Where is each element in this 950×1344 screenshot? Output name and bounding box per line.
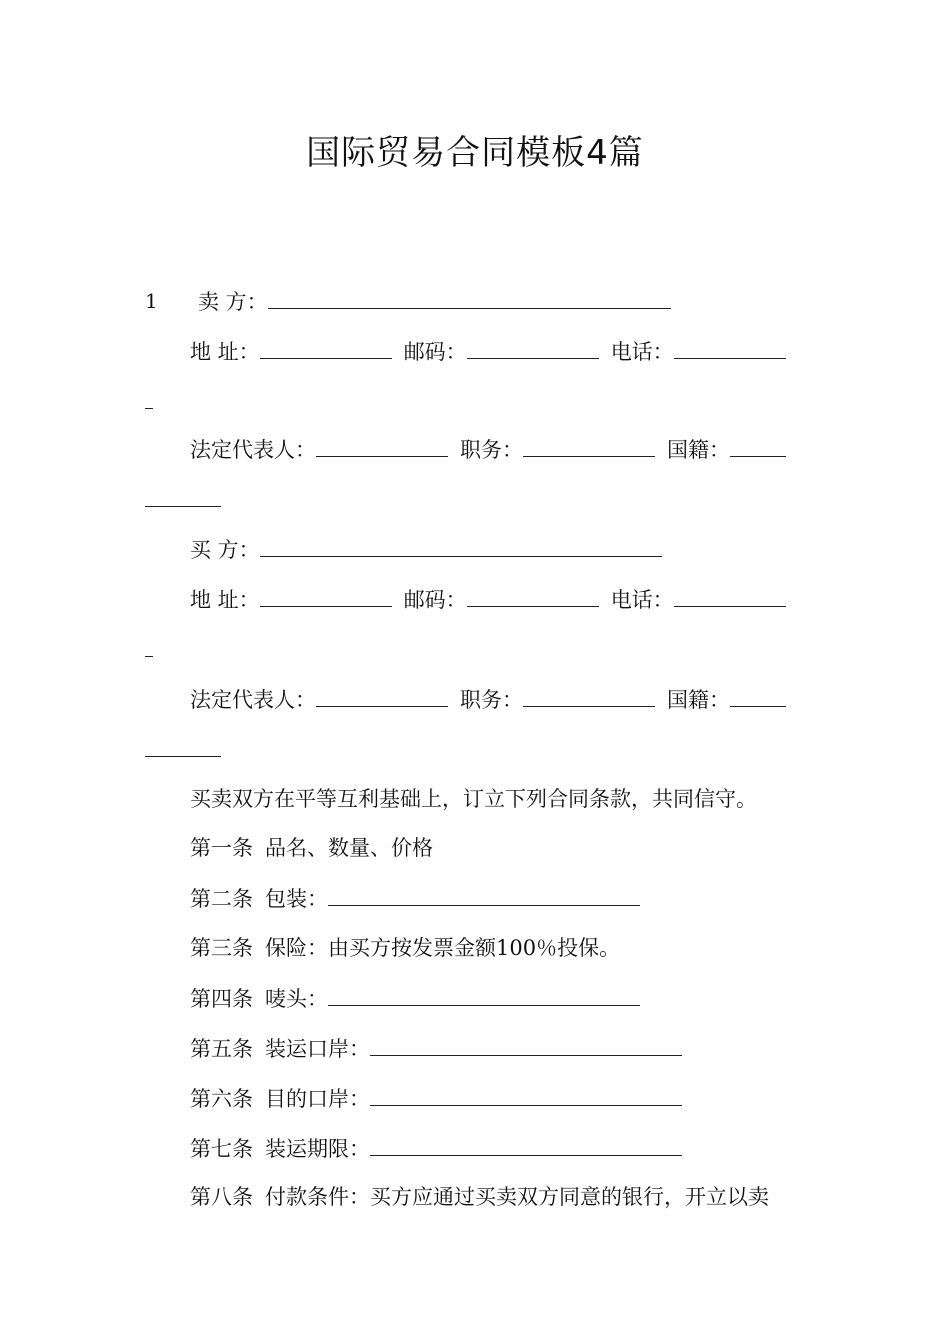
seller-phone-blank[interactable]	[674, 336, 786, 359]
buyer-nationality-blank[interactable]	[730, 684, 786, 707]
seller-position-blank[interactable]	[523, 434, 655, 457]
seller-address-line	[190, 336, 786, 367]
clause-head: 第七条	[190, 1137, 253, 1161]
buyer-position-blank[interactable]	[523, 684, 655, 707]
address-label: 地 址：	[190, 340, 260, 364]
buyer-line	[190, 534, 662, 565]
buyer-rep-blank[interactable]	[316, 684, 448, 707]
clause-text: 目的口岸：	[265, 1087, 370, 1111]
postcode-label: 邮码：	[403, 588, 467, 612]
seller-nationality-continued	[145, 484, 221, 515]
section-number: 1	[145, 289, 158, 313]
seller-address-blank[interactable]	[260, 336, 392, 359]
address-label: 地 址：	[190, 588, 260, 612]
seller-blank[interactable]	[268, 286, 671, 309]
clause-5	[190, 1033, 682, 1064]
clause-text: 付款条件：买方应通过买卖双方同意的银行，开立以卖	[265, 1185, 769, 1209]
buyer-postcode-blank[interactable]	[467, 584, 599, 607]
marks-blank[interactable]	[328, 983, 640, 1006]
seller-nationality-blank[interactable]	[730, 434, 786, 457]
buyer-phone-blank[interactable]	[674, 584, 786, 607]
clause-text: 保险：由买方按发票金额100％投保。	[265, 936, 621, 960]
legal-rep-label: 法定代表人：	[190, 688, 316, 712]
loading-port-blank[interactable]	[370, 1033, 682, 1056]
clause-6	[190, 1083, 682, 1114]
clause-head: 第二条	[190, 887, 253, 911]
clause-8	[190, 1182, 769, 1212]
clause-2	[190, 883, 640, 914]
buyer-blank[interactable]	[260, 534, 662, 557]
clause-head: 第六条	[190, 1087, 253, 1111]
seller-postcode-blank[interactable]	[467, 336, 599, 359]
seller-line	[198, 286, 671, 317]
postcode-label: 邮码：	[403, 340, 467, 364]
clause-text: 品名、数量、价格	[265, 836, 433, 860]
buyer-nationality-continued	[145, 734, 221, 765]
buyer-phone-blank-continued	[145, 634, 153, 665]
packing-blank[interactable]	[328, 883, 640, 906]
buyer-address-line	[190, 584, 786, 615]
clause-head: 第一条	[190, 836, 253, 860]
seller-nationality-blank-tail[interactable]	[145, 484, 221, 507]
destination-port-blank[interactable]	[370, 1083, 682, 1106]
preamble: 买卖双方在平等互利基础上，订立下列合同条款，共同信守。	[190, 787, 757, 811]
seller-phone-blank-tail[interactable]	[145, 386, 153, 409]
clause-head: 第五条	[190, 1037, 253, 1061]
buyer-address-blank[interactable]	[260, 584, 392, 607]
clause-1	[190, 833, 433, 863]
clause-3	[190, 933, 620, 963]
buyer-rep-line	[190, 684, 786, 715]
clause-text: 唛头：	[265, 987, 328, 1011]
phone-label: 电话：	[610, 588, 674, 612]
clause-7	[190, 1133, 682, 1164]
clause-head: 第三条	[190, 936, 253, 960]
buyer-nationality-blank-tail[interactable]	[145, 734, 221, 757]
clause-text: 包装：	[265, 887, 328, 911]
clause-text: 装运期限：	[265, 1137, 370, 1161]
position-label: 职务：	[460, 688, 523, 712]
buyer-phone-blank-tail[interactable]	[145, 634, 153, 657]
nationality-label: 国籍：	[667, 438, 730, 462]
phone-label: 电话：	[610, 340, 674, 364]
buyer-label: 买 方：	[190, 538, 260, 562]
clause-head: 第八条	[190, 1185, 253, 1209]
clause-4	[190, 983, 640, 1014]
document-title: 国际贸易合同模板4篇	[306, 133, 644, 173]
seller-rep-line	[190, 434, 786, 465]
seller-phone-blank-continued	[145, 386, 153, 417]
seller-rep-blank[interactable]	[316, 434, 448, 457]
seller-label: 卖 方：	[198, 290, 268, 314]
nationality-label: 国籍：	[667, 688, 730, 712]
position-label: 职务：	[460, 438, 523, 462]
legal-rep-label: 法定代表人：	[190, 438, 316, 462]
shipment-time-blank[interactable]	[370, 1133, 682, 1156]
clause-head: 第四条	[190, 987, 253, 1011]
clause-text: 装运口岸：	[265, 1037, 370, 1061]
